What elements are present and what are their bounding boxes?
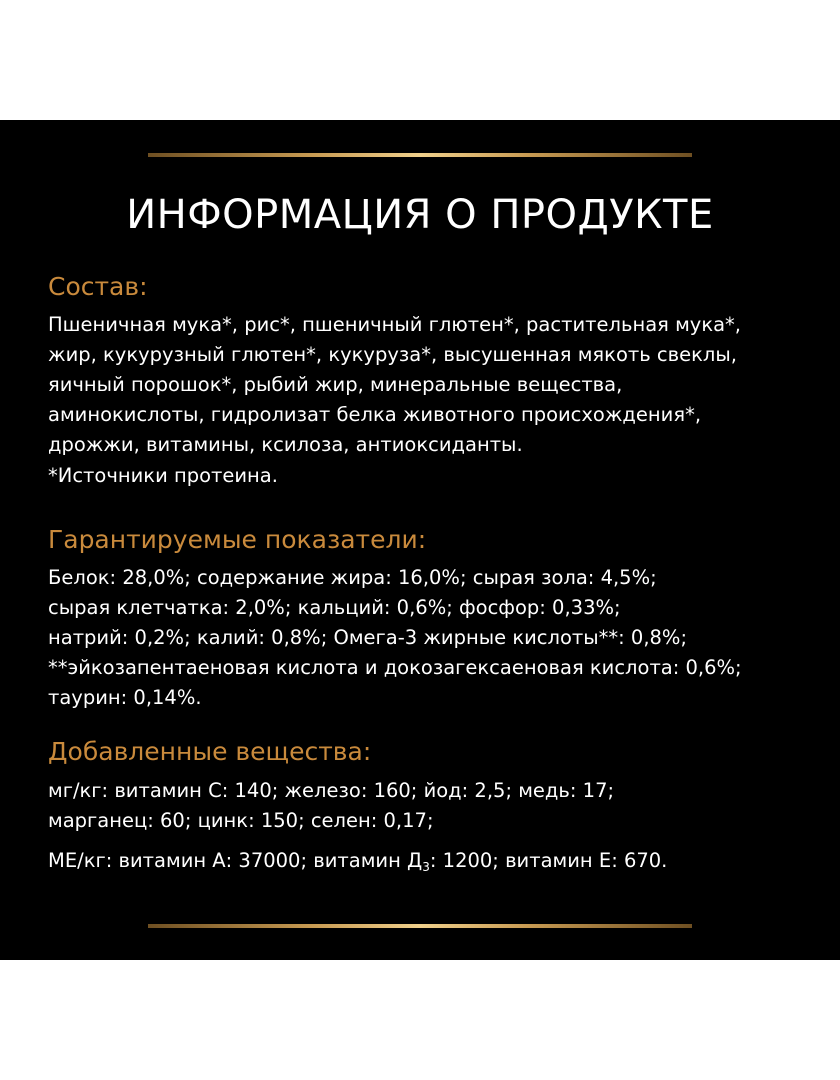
composition-line: Пшеничная мука*, рис*, пшеничный глютен*, растительная мука*, xyxy=(48,313,741,336)
additives-heading: Добавленные вещества: xyxy=(48,737,372,766)
guaranteed-line: таурин: 0,14%. xyxy=(48,686,202,709)
composition-text xyxy=(48,310,808,460)
guaranteed-line: сырая клетчатка: 2,0%; кальций: 0,6%; фосфор: 0,33%; xyxy=(48,596,621,619)
additives-text xyxy=(48,776,808,836)
page-title: ИНФОРМАЦИЯ О ПРОДУКТЕ xyxy=(126,192,714,238)
product-info-panel xyxy=(0,120,840,960)
vitamin-d-subscript: 3 xyxy=(422,860,430,874)
bottom-gold-divider xyxy=(148,924,692,928)
protein-sources-note: *Источники протеина. xyxy=(48,464,278,487)
guaranteed-values-heading: Гарантируемые показатели: xyxy=(48,525,427,554)
composition-line: яичный порошок*, рыбий жир, минеральные вещества, xyxy=(48,373,623,396)
additives-me-line xyxy=(48,846,808,876)
composition-line: аминокислоты, гидролизат белка животного происхождения*, xyxy=(48,403,702,426)
top-gold-divider xyxy=(148,153,692,157)
guaranteed-values-text xyxy=(48,563,808,713)
additives-line: мг/кг: витамин С: 140; железо: 160; йод: 2,5; медь: 17; xyxy=(48,779,615,802)
guaranteed-line: **эйкозапентаеновая кислота и докозагексаеновая кислота: 0,6%; xyxy=(48,656,742,679)
composition-line: жир, кукурузный глютен*, кукуруза*, высушенная мякоть свеклы, xyxy=(48,343,737,366)
composition-heading: Состав: xyxy=(48,272,148,301)
composition-line: дрожжи, витамины, ксилоза, антиоксиданты. xyxy=(48,433,523,456)
me-line-prefix: МЕ/кг: витамин А: 37000; витамин Д xyxy=(48,849,423,872)
guaranteed-line: Белок: 28,0%; содержание жира: 16,0%; сырая зола: 4,5%; xyxy=(48,566,657,589)
additives-line: марганец: 60; цинк: 150; селен: 0,17; xyxy=(48,809,434,832)
me-line-suffix: : 1200; витамин Е: 670. xyxy=(429,849,668,872)
guaranteed-line: натрий: 0,2%; калий: 0,8%; Омега-3 жирные кислоты**: 0,8%; xyxy=(48,626,688,649)
